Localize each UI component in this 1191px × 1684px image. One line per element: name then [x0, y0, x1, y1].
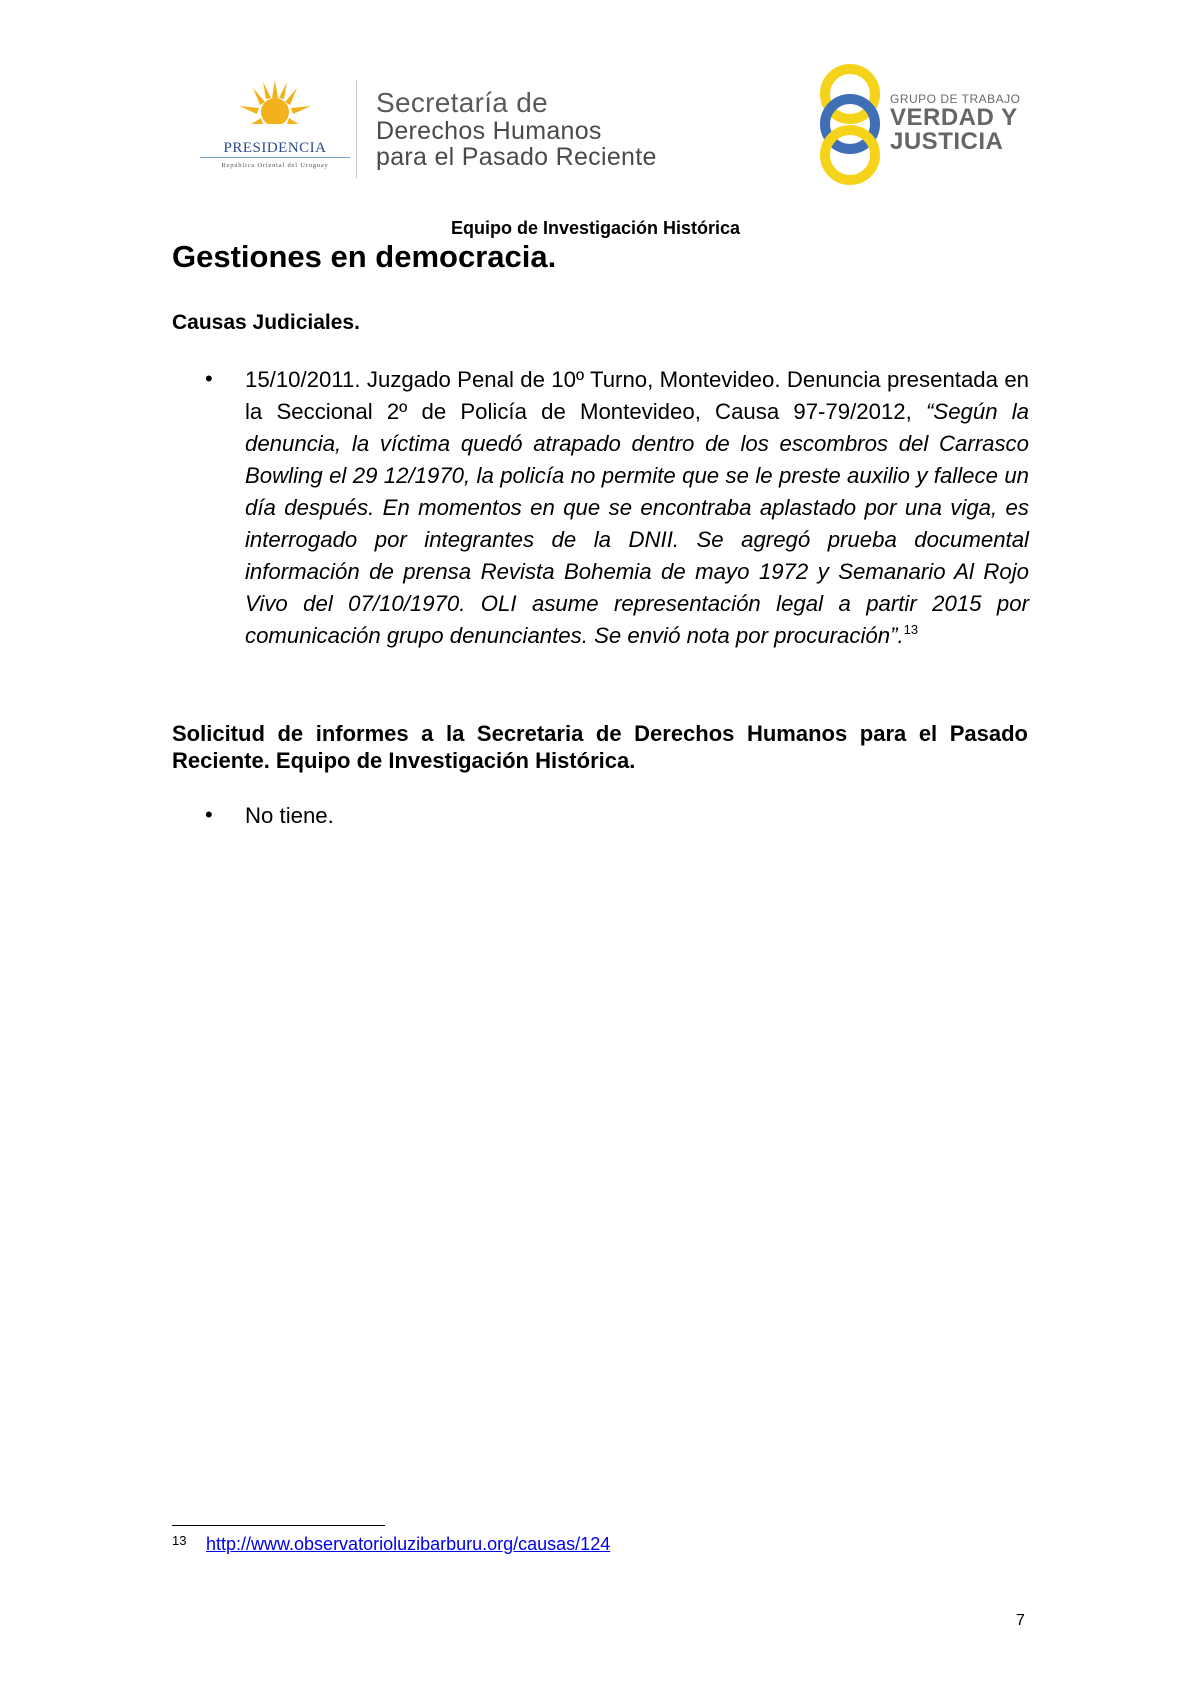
- section-heading-causas: Causas Judiciales.: [172, 311, 360, 334]
- presidencia-divider: [200, 157, 350, 158]
- bullet-icon: •: [205, 802, 213, 827]
- causa-paragraph: [245, 364, 1029, 652]
- bullet-icon: •: [205, 366, 213, 391]
- sun-icon: [235, 80, 315, 140]
- secretaria-title: [376, 87, 736, 171]
- footnote-separator: [172, 1525, 385, 1526]
- gtvj-line-1: GRUPO DE TRABAJO: [890, 92, 1021, 106]
- presidencia-subtitle: República Oriental del Uruguay: [221, 162, 329, 169]
- linked-rings-icon: [815, 62, 885, 187]
- footnote-link[interactable]: http://www.observatorioluzibarburu.org/causas/124: [206, 1534, 611, 1554]
- gtvj-line-2: VERDAD Y: [890, 104, 1018, 131]
- secretaria-line-1: Secretaría de: [376, 87, 548, 118]
- causa-quote: “Según la denuncia, la víctima quedó atrapado dentro de los escombros del Carrasco Bowling el 29 12/1970, la policía no permite que se le preste auxilio y fallece un día después. En momentos en que se encontraba aplastado por una viga, es interrogado por integrantes de la DNII. Se agregó prueba documental información de prensa Revista Bohemia de mayo 1972 y Semanario Al Rojo Vivo del 07/10/1970. OLI asume representación legal a partir 2015 por comunicación grupo denunciantes. Se envió nota por procuración”.: [245, 399, 1030, 648]
- page-header: [0, 0, 1191, 200]
- presidencia-logo: [195, 80, 355, 180]
- solicitud-paragraph: No tiene.: [245, 803, 334, 828]
- team-heading: Equipo de Investigación Histórica: [450, 218, 741, 238]
- page-number: 7: [1016, 1612, 1025, 1629]
- verdad-justicia-logo: [815, 62, 1040, 187]
- gtvj-line-3: JUSTICIA: [890, 128, 1004, 155]
- footnote-number: 13: [172, 1533, 187, 1548]
- section-heading-solicitud: Solicitud de informes a la Secretaria de Derechos Humanos para el Pasado Reciente. Equipo de Investigación Histórica.: [172, 721, 1028, 773]
- page-title: Gestiones en democracia.: [172, 239, 557, 274]
- secretaria-line-2: Derechos Humanos: [376, 117, 602, 145]
- presidencia-name: PRESIDENCIA: [223, 140, 327, 156]
- verdad-justicia-text: [890, 92, 1020, 154]
- footnote-reference[interactable]: 13: [903, 622, 919, 637]
- header-divider: [356, 80, 357, 178]
- secretaria-line-3: para el Pasado Reciente: [376, 143, 657, 171]
- causa-text: 15/10/2011. Juzgado Penal de 10º Turno, Montevideo. Denuncia presentada en la Seccional 2º de Policía de Montevideo, Causa 97-79/2012,: [245, 367, 1029, 424]
